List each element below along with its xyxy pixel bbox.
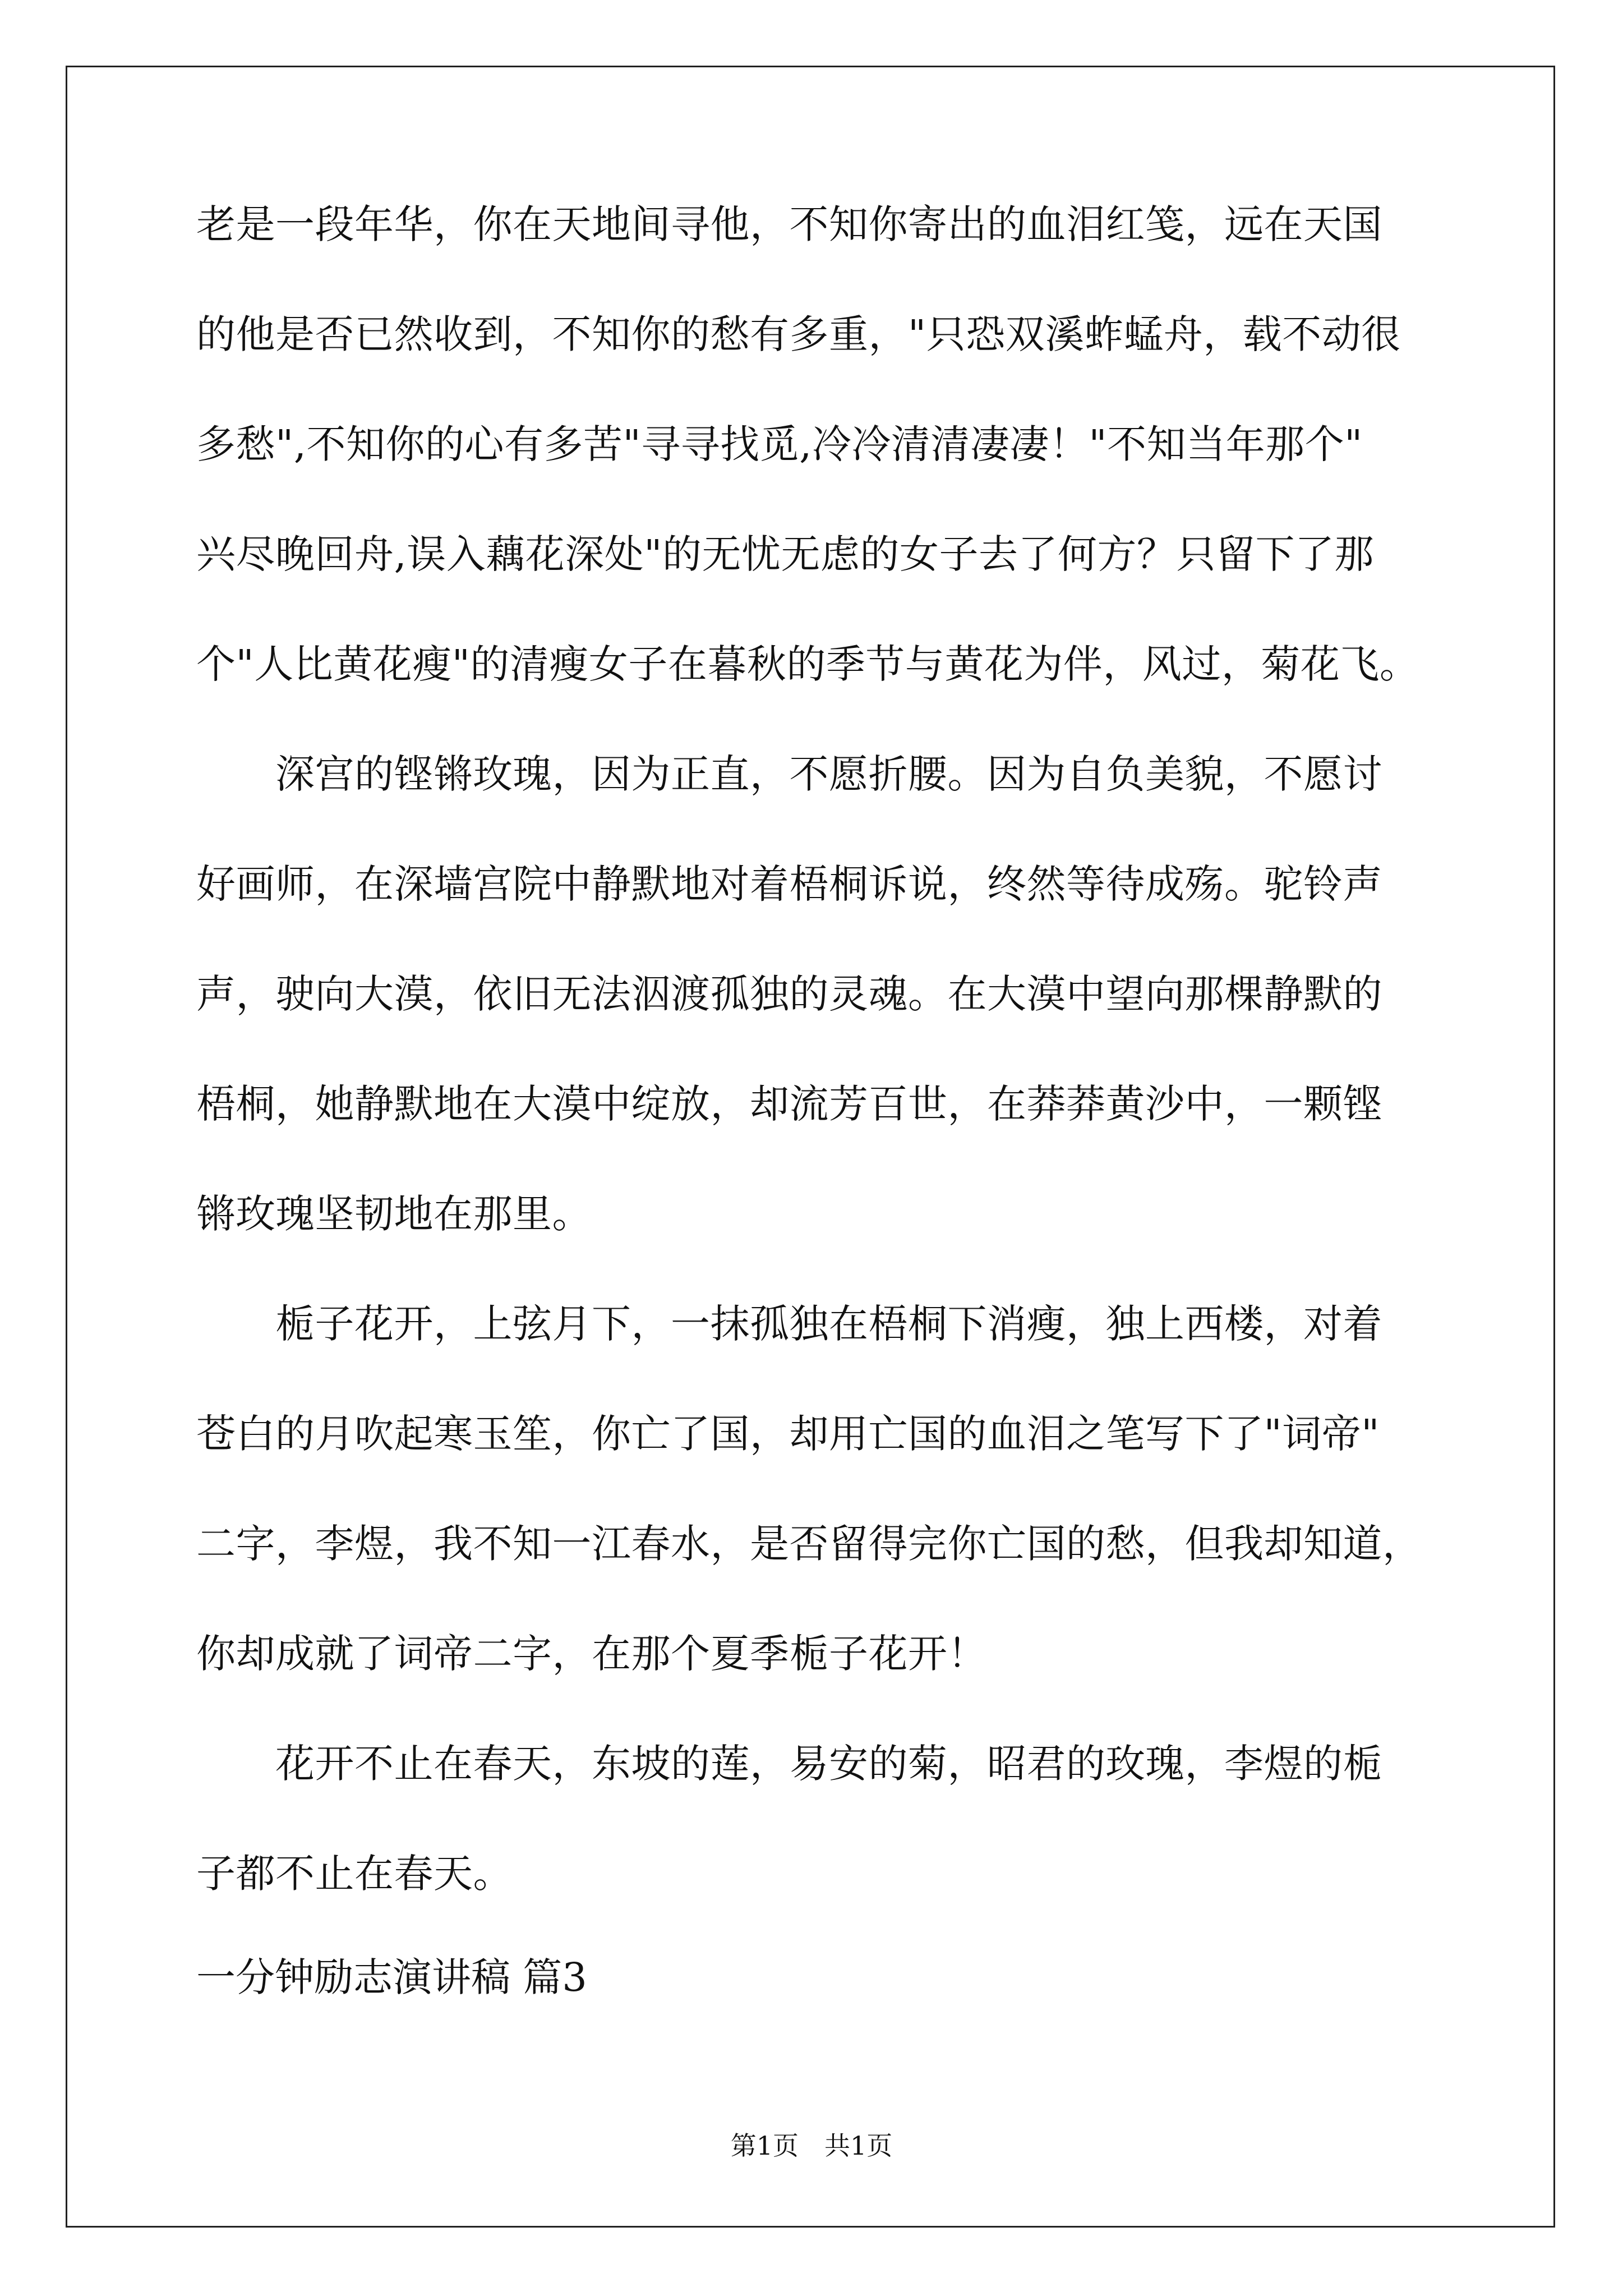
text-line: 多愁",不知你的心有多苦"寻寻找觅,冷冷清清凄凄！"不知当年那个" [196, 421, 1363, 467]
text-line: 二字，李煜，我不知一江春水，是否留得完你亡国的愁，但我却知道， [196, 1521, 1422, 1567]
page-border [66, 66, 1555, 2228]
text-line: 苍白的月吹起寒玉笙，你亡了国，却用亡国的血泪之笔写下了"词帝" [196, 1411, 1380, 1457]
text-line: 栀子花开，上弦月下，一抹孤独在梧桐下消瘦，独上西楼，对着 [196, 1301, 1382, 1347]
text-line: 个"人比黄花瘦"的清瘦女子在暮秋的季节与黄花为伴，风过，菊花飞。 [196, 641, 1419, 687]
section-heading: 一分钟励志演讲稿 篇3 [196, 1954, 587, 2000]
text-line: 声，驶向大漠，依旧无法泅渡孤独的灵魂。在大漠中望向那棵静默的 [196, 971, 1382, 1017]
text-line: 梧桐，她静默地在大漠中绽放，却流芳百世，在莽莽黄沙中，一颗铿 [196, 1081, 1382, 1127]
text-line: 兴尽晚回舟,误入藕花深处"的无忧无虑的女子去了何方？只留下了那 [196, 531, 1374, 577]
text-line: 子都不止在春天。 [196, 1851, 513, 1897]
text-line: 你却成就了词帝二字，在那个夏季栀子花开！ [196, 1631, 987, 1677]
text-line: 锵玫瑰坚韧地在那里。 [196, 1191, 592, 1237]
text-line: 深宫的铿锵玫瑰，因为正直，不愿折腰。因为自负美貌，不愿讨 [196, 751, 1382, 797]
page-number: 第1页 共1页 [730, 2131, 893, 2161]
text-line: 老是一段年华，你在天地间寻他，不知你寄出的血泪红笺，远在天国 [196, 201, 1382, 247]
text-line: 好画师，在深墙宫院中静默地对着梧桐诉说，终然等待成殇。驼铃声 [196, 861, 1382, 907]
text-line: 的他是否已然收到，不知你的愁有多重，"只恐双溪蚱蜢舟，载不动很 [196, 311, 1401, 357]
text-line: 花开不止在春天，东坡的莲，易安的菊，昭君的玫瑰，李煜的栀 [196, 1741, 1382, 1787]
